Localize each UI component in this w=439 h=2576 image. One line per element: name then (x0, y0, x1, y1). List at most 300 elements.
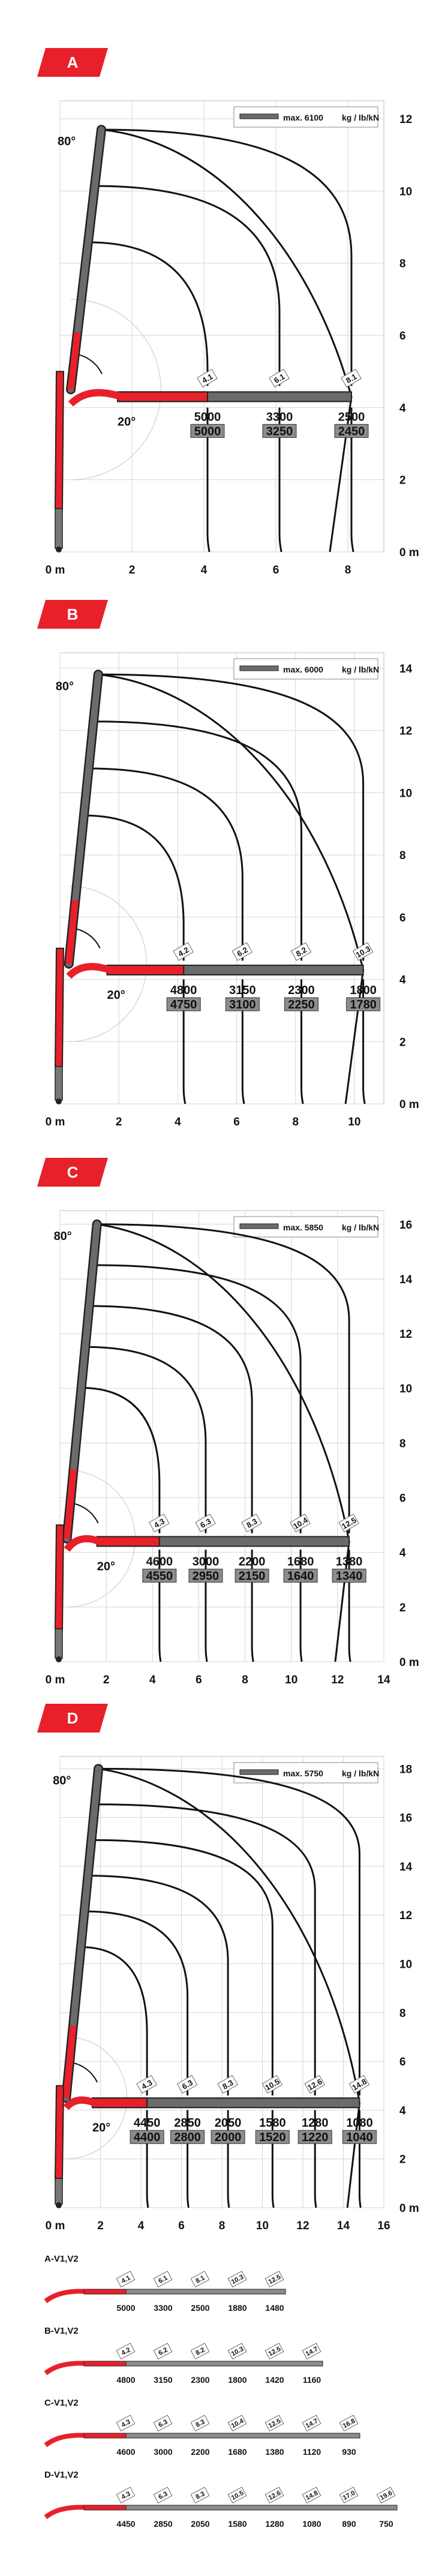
summary-value: 1120 (302, 2447, 321, 2457)
y-tick-label: 8 (399, 849, 406, 863)
crane-base (55, 509, 62, 548)
summary-value: 4800 (116, 2375, 136, 2385)
summary-value: 930 (342, 2447, 356, 2457)
crane-base (55, 1629, 62, 1658)
summary-boom-base (46, 2507, 90, 2517)
reach-tag (178, 2076, 197, 2094)
reach-tag-text: 8.3 (245, 1517, 259, 1530)
reach-tag (232, 942, 252, 960)
crane-column (55, 948, 64, 1067)
lift-chart-d (0, 1740, 439, 2232)
boom-raised-base (66, 2025, 73, 2098)
summary-tag-text: 10.3 (230, 2345, 245, 2358)
y-tick-label: 14 (399, 1273, 413, 1286)
summary-tag-text: 6.1 (157, 2274, 169, 2285)
load-value-bottom: 1220 (302, 2131, 329, 2145)
summary-tag (116, 2343, 134, 2359)
y-tick-label: 2 (399, 1601, 406, 1614)
x-tick-label: 8 (292, 1116, 299, 1128)
reach-tag-text: 6.1 (272, 371, 287, 385)
summary-tag-text: 10.4 (230, 2417, 245, 2430)
load-value-top: 2200 (238, 1555, 266, 1569)
y-tick-label: 8 (399, 2007, 406, 2020)
load-curve (82, 1388, 161, 1662)
y-tick-label: 16 (399, 1218, 413, 1232)
load-value-bottom: 1780 (350, 998, 377, 1011)
angle-label-min: 20° (107, 988, 125, 1002)
reach-tag (262, 2076, 282, 2094)
legend-max-label: max. 5850 (283, 1223, 323, 1232)
summary-tag (116, 2271, 134, 2287)
reach-tag-text: 10.3 (354, 944, 372, 960)
summary-tag-text: 14.8 (304, 2489, 320, 2502)
summary-value: 1580 (228, 2519, 247, 2529)
summary-tag (116, 2487, 134, 2503)
load-curve (85, 1911, 189, 2208)
boom-horizontal-base (107, 965, 184, 975)
crane-foot (56, 2202, 62, 2208)
load-value-bottom: 4750 (170, 998, 197, 1011)
boom-knuckle (71, 393, 121, 404)
summary-value: 3000 (154, 2447, 173, 2457)
load-value-top: 2500 (338, 410, 365, 424)
reach-tag-text: 4.3 (152, 1517, 167, 1530)
x-tick-label: 4 (149, 1674, 156, 1686)
reach-tag-text: 12.5 (340, 1515, 358, 1531)
reach-tag-text: 4.2 (176, 945, 191, 959)
crane-foot (56, 547, 62, 553)
summary-tag (377, 2487, 395, 2503)
summary-value: 1280 (265, 2519, 284, 2529)
x-tick-label: 2 (103, 1674, 110, 1686)
x-tick-label: 8 (242, 1674, 248, 1686)
x-tick-label: 14 (336, 2220, 350, 2232)
load-value-top: 1380 (335, 1555, 363, 1569)
x-tick-label: 12 (331, 1674, 344, 1686)
summary-boom-red (84, 2505, 126, 2510)
legend (234, 659, 379, 679)
summary-value: 1880 (228, 2303, 247, 2313)
summary-tag (228, 2343, 246, 2359)
reach-tag (242, 1514, 261, 1532)
summary-tag (154, 2271, 172, 2287)
crane-base (55, 2178, 62, 2204)
legend-unit: kg / lb/kN (342, 113, 380, 122)
y-tick-label: 6 (399, 1492, 406, 1505)
load-value-top: 5000 (194, 410, 221, 424)
badge-letter: A (67, 53, 79, 71)
load-value-top: 3150 (229, 983, 256, 997)
angle-label-max: 80° (53, 1229, 72, 1243)
chart-panel-b (0, 600, 439, 1128)
summary-value: 750 (379, 2519, 393, 2529)
summary-boom-red (84, 2289, 126, 2294)
legend-max-label: max. 6100 (283, 113, 323, 122)
summary-value: 2850 (154, 2519, 173, 2529)
slew-arc (69, 886, 147, 1041)
summary-tag-text: 12.5 (267, 2345, 282, 2358)
y-tick-label: 10 (399, 1383, 413, 1396)
load-value-bottom: 2450 (338, 425, 365, 439)
y-tick-label: 0 m (399, 1656, 419, 1669)
angle-label-min: 20° (92, 2121, 111, 2135)
y-tick-label: 2 (399, 2153, 406, 2166)
angle-label-min: 20° (97, 1560, 115, 1574)
reach-tag-text: 6.3 (180, 2077, 194, 2091)
reach-tag (137, 2076, 157, 2094)
legend (234, 1217, 379, 1237)
load-curve (101, 130, 353, 552)
reach-tag-text: 4.3 (140, 2077, 154, 2091)
summary-boom-base (46, 2291, 90, 2301)
boom-horizontal-base (118, 392, 208, 401)
x-tick-label: 4 (137, 2220, 145, 2232)
x-tick-label: 10 (255, 2220, 269, 2232)
y-tick-label: 2 (399, 1036, 406, 1049)
summary-tag (339, 2415, 357, 2431)
summary-tag-text: 10.5 (230, 2489, 245, 2502)
load-value-top: 4800 (170, 983, 197, 997)
y-tick-label: 10 (399, 1958, 413, 1971)
summary-tag (265, 2415, 283, 2431)
summary-tag (191, 2343, 209, 2359)
x-tick-label: 10 (285, 1674, 298, 1686)
y-tick-label: 6 (399, 330, 406, 343)
summary-value: 1800 (228, 2375, 247, 2385)
reach-tag (339, 1514, 359, 1532)
summary-tag (302, 2415, 320, 2431)
reach-tag-text: 6.2 (235, 945, 249, 959)
chart-panel-a (0, 48, 439, 576)
reach-tag-text: 10.5 (263, 2076, 281, 2092)
crane-foot (56, 1098, 62, 1104)
reach-tag-text: 8.2 (294, 945, 308, 959)
summary-value: 3150 (154, 2375, 173, 2385)
load-value-bottom: 2000 (214, 2131, 242, 2145)
load-curve (95, 186, 281, 552)
summary-value: 2200 (191, 2447, 210, 2457)
reach-tag-text: 14.8 (350, 2076, 368, 2092)
summary-value: 1480 (265, 2303, 284, 2313)
summary-row-label: C-V1,V2 (44, 2398, 79, 2408)
summary-value: 1420 (265, 2375, 284, 2385)
summary-tag (228, 2487, 246, 2503)
legend-boom-swatch (240, 666, 278, 671)
reach-tag (291, 942, 311, 960)
angle-label-max: 80° (55, 680, 74, 693)
legend-unit: kg / lb/kN (342, 1769, 380, 1778)
summary-tag (228, 2271, 246, 2287)
reach-tag (269, 370, 289, 388)
y-tick-label: 6 (399, 2056, 406, 2069)
reach-tag-text: 8.1 (344, 371, 359, 385)
crane-column (55, 1525, 64, 1629)
summary-tag (191, 2415, 209, 2431)
plot-frame (60, 653, 384, 1104)
y-tick-label: 10 (399, 787, 413, 800)
boom-knuckle (67, 1539, 100, 1550)
summary-value: 1380 (265, 2447, 284, 2457)
summary-tag (116, 2415, 134, 2431)
legend-boom-swatch (240, 1770, 278, 1775)
summary-value: 2050 (191, 2519, 210, 2529)
reach-tag-text: 6.3 (199, 1517, 213, 1530)
summary-tag (302, 2487, 320, 2503)
load-value-top: 1800 (350, 983, 377, 997)
load-value-bottom: 2250 (288, 998, 315, 1011)
load-value-bottom: 4550 (146, 1569, 173, 1583)
y-tick-label: 2 (399, 474, 406, 487)
y-tick-label: 0 m (399, 1098, 419, 1111)
x-tick-label: 6 (178, 2220, 185, 2232)
capacity-summary (0, 2220, 439, 2556)
envelope-curve (101, 130, 351, 552)
summary-tag-text: 12.5 (267, 2417, 282, 2430)
crane-foot (56, 1656, 62, 1662)
x-tick-label: 4 (175, 1116, 181, 1128)
y-tick-label: 14 (399, 662, 413, 675)
boom-horizontal-base (92, 2098, 147, 2107)
x-tick-label: 10 (348, 1116, 361, 1128)
reach-tag (349, 2076, 369, 2094)
reach-tag (196, 1514, 215, 1532)
legend-max-label: max. 5750 (283, 1769, 323, 1778)
summary-tag (154, 2487, 172, 2503)
load-value-bottom: 2800 (174, 2131, 201, 2145)
summary-row-label: B-V1,V2 (44, 2326, 79, 2336)
x-tick-label: 0 m (45, 564, 65, 576)
summary-tag (265, 2487, 283, 2503)
y-tick-label: 4 (399, 2104, 406, 2118)
summary-tag (228, 2415, 246, 2431)
load-value-top: 1080 (346, 2116, 373, 2130)
chart-badge (37, 600, 108, 629)
summary-value: 890 (342, 2519, 356, 2529)
x-tick-label: 14 (377, 1674, 390, 1686)
load-curve (88, 1876, 229, 2208)
summary-tag (154, 2415, 172, 2431)
load-value-top: 3300 (266, 410, 293, 424)
y-tick-label: 0 m (399, 547, 419, 559)
summary-tag-text: 4.1 (120, 2274, 132, 2285)
summary-row-label: A-V1,V2 (44, 2254, 79, 2264)
x-tick-label: 0 m (45, 1116, 65, 1128)
reach-tag (149, 1514, 169, 1532)
y-tick-label: 12 (399, 1328, 413, 1341)
x-tick-label: 2 (97, 2220, 104, 2232)
x-tick-label: 8 (218, 2220, 225, 2232)
load-curve (95, 1805, 316, 2208)
summary-tag (191, 2487, 209, 2503)
summary-boom (84, 2505, 397, 2510)
angle-label-max: 80° (58, 135, 76, 149)
summary-tag-text: 17.0 (341, 2489, 357, 2502)
x-tick-label: 0 m (45, 1674, 65, 1686)
load-value-top: 2850 (174, 2116, 201, 2130)
reach-tag (290, 1514, 310, 1532)
x-tick-label: 4 (200, 564, 208, 576)
y-tick-label: 4 (399, 402, 406, 415)
y-tick-label: 8 (399, 257, 406, 271)
summary-tag-text: 14.7 (304, 2417, 320, 2430)
load-value-top: 1580 (259, 2116, 286, 2130)
reach-tag (218, 2076, 237, 2094)
x-tick-label: 8 (344, 564, 351, 576)
load-value-top: 4450 (133, 2116, 161, 2130)
badge-letter: D (67, 1709, 79, 1727)
reach-tag (305, 2076, 324, 2094)
chart-badge (37, 1158, 108, 1187)
summary-tag-text: 19.6 (378, 2489, 394, 2502)
load-value-top: 4600 (146, 1555, 173, 1569)
load-value-bottom: 4400 (133, 2131, 161, 2145)
summary-boom-base (46, 2435, 90, 2445)
summary-tag-text: 6.3 (157, 2418, 169, 2429)
y-tick-label: 12 (399, 725, 413, 738)
angle-label-min: 20° (118, 415, 136, 429)
load-value-top: 2300 (288, 983, 315, 997)
y-tick-label: 0 m (399, 2202, 419, 2215)
summary-tag-text: 14.7 (304, 2345, 320, 2358)
summary-value: 4450 (116, 2519, 136, 2529)
reach-tag (197, 370, 217, 388)
summary-boom-red (84, 2361, 126, 2366)
load-curve (81, 1947, 148, 2208)
boom-horizontal-base (97, 1536, 160, 1546)
summary-tag-text: 6.2 (157, 2346, 169, 2357)
summary-value: 3300 (154, 2303, 173, 2313)
summary-tag-text: 8.1 (194, 2274, 206, 2285)
x-tick-label: 16 (377, 2220, 390, 2232)
chart-panel-d (0, 1704, 439, 2232)
load-value-bottom: 1640 (287, 1569, 314, 1583)
crane-base (55, 1067, 62, 1100)
summary-tag-text: 4.3 (120, 2418, 132, 2429)
summary-tag-text: 4.2 (120, 2346, 132, 2357)
load-value-bottom: 5000 (194, 425, 221, 439)
y-tick-label: 8 (399, 1437, 406, 1451)
load-value-top: 1280 (302, 2116, 329, 2130)
summary-boom-red (84, 2433, 126, 2438)
load-value-top: 1680 (287, 1555, 314, 1569)
load-value-bottom: 1340 (335, 1569, 363, 1583)
load-value-bottom: 1520 (259, 2131, 286, 2145)
summary-tag (154, 2343, 172, 2359)
y-tick-label: 4 (399, 1547, 406, 1560)
y-tick-label: 12 (399, 113, 413, 127)
load-value-bottom: 3250 (266, 425, 293, 439)
x-tick-label: 6 (272, 564, 279, 576)
summary-boom-base (46, 2363, 90, 2373)
summary-tag-text: 8.3 (194, 2418, 206, 2429)
x-tick-label: 6 (196, 1674, 202, 1686)
summary-tag-text: 12.6 (267, 2489, 282, 2502)
reach-tag-text: 10.4 (291, 1515, 309, 1531)
summary-tag (191, 2271, 209, 2287)
y-tick-label: 6 (399, 911, 406, 924)
x-tick-label: 2 (128, 564, 136, 576)
load-curve (94, 722, 303, 1104)
y-tick-label: 10 (399, 185, 413, 199)
plot-frame (60, 101, 384, 552)
chart-badge (37, 1704, 108, 1733)
legend (234, 107, 379, 127)
angle-label-max: 80° (53, 1774, 71, 1788)
reach-tag-text: 12.6 (306, 2076, 324, 2092)
lift-chart-c (0, 1194, 439, 1686)
boom-knuckle (69, 966, 110, 976)
load-value-bottom: 3100 (229, 998, 256, 1011)
legend-boom-swatch (240, 1224, 278, 1229)
summary-tag-text: 16.8 (341, 2417, 357, 2430)
lift-chart-b (0, 636, 439, 1128)
reach-tag-text: 4.1 (200, 371, 215, 385)
lift-chart-a (0, 84, 439, 576)
summary-tag-text: 8.3 (194, 2490, 206, 2501)
reach-tag (173, 942, 193, 960)
summary-tag-text: 8.2 (194, 2346, 206, 2357)
summary-tag (265, 2343, 283, 2359)
legend-boom-swatch (240, 114, 278, 119)
capacity-summary-graphic (0, 2220, 439, 2556)
x-tick-label: 12 (296, 2220, 309, 2232)
load-value-top: 2050 (214, 2116, 242, 2130)
summary-value: 1080 (302, 2519, 321, 2529)
load-curve (84, 815, 185, 1104)
y-tick-label: 12 (399, 1910, 413, 1923)
legend-unit: kg / lb/kN (342, 1223, 380, 1232)
badge-letter: B (67, 605, 79, 623)
summary-value: 1160 (302, 2375, 321, 2385)
legend-max-label: max. 6000 (283, 665, 323, 674)
summary-tag (302, 2343, 320, 2359)
x-tick-label: 0 m (45, 2220, 65, 2232)
summary-tag-text: 12.5 (267, 2273, 282, 2286)
legend-unit: kg / lb/kN (342, 665, 380, 674)
crane-column (55, 371, 64, 509)
y-tick-label: 14 (399, 1860, 413, 1874)
y-tick-label: 4 (399, 974, 406, 987)
summary-row-label: D-V1,V2 (44, 2470, 79, 2480)
chart-panel-c (0, 1158, 439, 1686)
load-value-top: 3000 (192, 1555, 220, 1569)
badge-letter: C (67, 1163, 79, 1181)
boom-knuckle (66, 2100, 94, 2108)
summary-value: 5000 (116, 2303, 136, 2313)
summary-value: 4600 (116, 2447, 136, 2457)
y-tick-label: 16 (399, 1812, 413, 1825)
chart-badge (37, 48, 108, 77)
summary-tag-text: 4.3 (120, 2490, 132, 2501)
load-curve (93, 1265, 302, 1662)
load-curve (85, 1347, 207, 1662)
crane-column (55, 2086, 64, 2178)
summary-tag-text: 6.3 (157, 2490, 169, 2501)
summary-value: 1680 (228, 2447, 247, 2457)
reach-tag-text: 8.3 (221, 2077, 235, 2091)
y-tick-label: 18 (399, 1763, 413, 1776)
load-value-bottom: 1040 (346, 2131, 373, 2145)
load-curve (91, 1840, 273, 2208)
x-tick-label: 6 (233, 1116, 240, 1128)
load-value-bottom: 2150 (238, 1569, 266, 1583)
load-curve (89, 1306, 253, 1662)
load-value-bottom: 2950 (192, 1569, 220, 1583)
summary-value: 2300 (191, 2375, 210, 2385)
x-tick-label: 2 (115, 1116, 122, 1128)
summary-tag (265, 2271, 283, 2287)
summary-tag-text: 10.3 (230, 2273, 245, 2286)
